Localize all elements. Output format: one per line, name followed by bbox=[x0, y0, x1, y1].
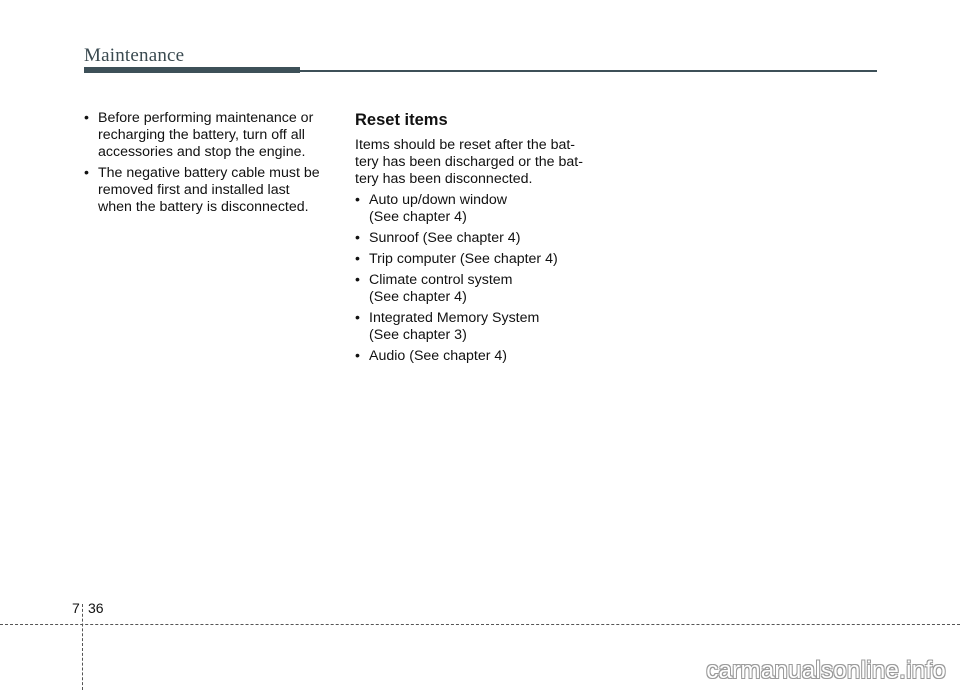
header-rule-thick bbox=[84, 67, 300, 73]
list-item-line: (See chapter 3) bbox=[369, 327, 467, 343]
list-item-line: recharging the battery, turn off all bbox=[98, 127, 305, 143]
list-item-line: Audio (See chapter 4) bbox=[369, 348, 508, 364]
intro-line: tery has been disconnected. bbox=[355, 171, 533, 187]
bullet-icon: • bbox=[355, 230, 360, 246]
reset-items-list bbox=[355, 192, 605, 365]
list-item-line: Before performing maintenance or bbox=[98, 110, 314, 126]
chapter-number: 7 bbox=[72, 600, 80, 616]
bullet-icon: • bbox=[84, 110, 89, 126]
list-item-line: accessories and stop the engine. bbox=[98, 144, 306, 160]
list-item-line: Auto up/down window bbox=[369, 192, 508, 208]
bullet-icon: • bbox=[355, 348, 360, 364]
list-item-line: (See chapter 4) bbox=[369, 289, 467, 305]
page-number: 36 bbox=[88, 600, 104, 616]
bullet-icon: • bbox=[355, 192, 360, 208]
list-item-line: when the battery is disconnected. bbox=[98, 199, 309, 215]
list-item bbox=[355, 251, 605, 268]
section-title: Maintenance bbox=[84, 45, 185, 66]
bullet-icon: • bbox=[355, 251, 360, 267]
bullet-icon: • bbox=[355, 310, 360, 326]
list-item-line: removed first and installed last bbox=[98, 182, 290, 198]
left-column bbox=[84, 110, 334, 220]
footer-divider bbox=[82, 604, 83, 690]
list-item-line: Trip computer (See chapter 4) bbox=[369, 251, 558, 267]
right-column bbox=[355, 110, 605, 369]
caution-list bbox=[84, 110, 334, 216]
footer-rule bbox=[0, 624, 960, 625]
list-item bbox=[355, 192, 605, 226]
list-item-line: Integrated Memory System bbox=[369, 310, 540, 326]
reset-intro bbox=[355, 137, 605, 188]
list-item bbox=[355, 272, 605, 306]
bullet-icon: • bbox=[355, 272, 360, 288]
list-item-line: The negative battery cable must be bbox=[98, 165, 320, 181]
intro-line: Items should be reset after the bat- bbox=[355, 137, 576, 153]
bullet-icon: • bbox=[84, 165, 89, 181]
list-item-line: Sunroof (See chapter 4) bbox=[369, 230, 521, 246]
list-item-line: Climate control system bbox=[369, 272, 513, 288]
header-rule-thin bbox=[300, 70, 877, 72]
intro-line: tery has been discharged or the bat- bbox=[355, 154, 583, 170]
watermark: carmanualsonline.info bbox=[706, 657, 946, 684]
list-item-line: (See chapter 4) bbox=[369, 209, 467, 225]
list-item bbox=[355, 230, 605, 247]
list-item bbox=[84, 165, 334, 216]
list-item bbox=[355, 348, 605, 365]
list-item bbox=[84, 110, 334, 161]
reset-items-heading: Reset items bbox=[355, 111, 448, 129]
list-item bbox=[355, 310, 605, 344]
